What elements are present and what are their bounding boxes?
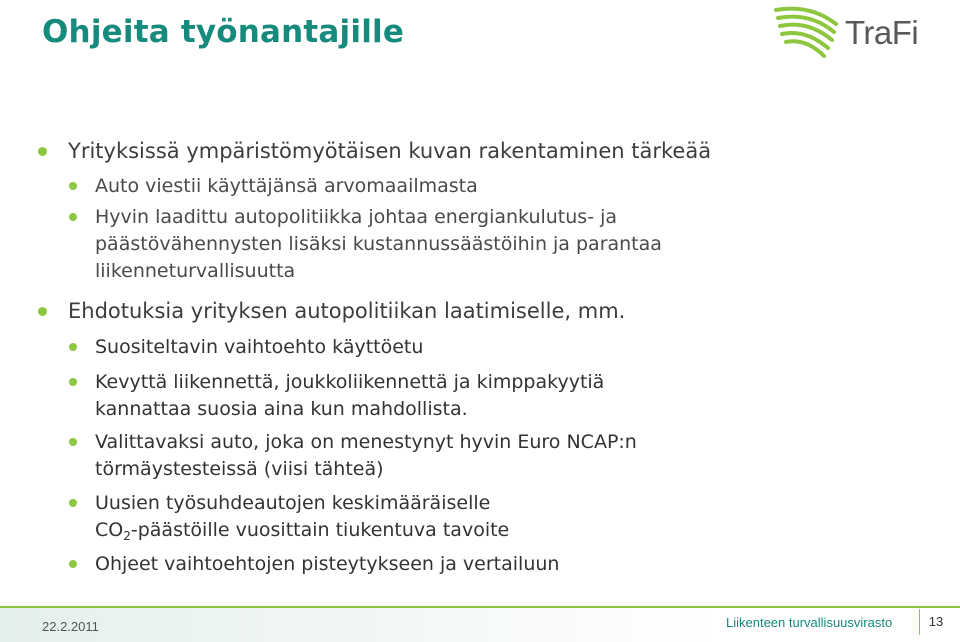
- co2-text: CO: [95, 519, 124, 541]
- co2-subscript: 2: [123, 529, 131, 543]
- logo-text: TraFi: [845, 14, 919, 51]
- bullet-level2: [95, 429, 637, 483]
- bullet-text: kannattaa suosia aina kun mahdollista.: [95, 398, 468, 420]
- footer-organization: Liikenteen turvallisuusvirasto: [726, 615, 893, 630]
- bullet-level1: [68, 298, 625, 325]
- bullet-dot-icon: [38, 307, 47, 316]
- bullet-text: törmäystesteissä (viisi tähteä): [95, 458, 384, 480]
- footer-divider: [0, 606, 960, 608]
- slide-title: Ohjeita työnantajille: [42, 14, 405, 50]
- bullet-text: Auto viestii käyttäjänsä arvomaailmasta: [95, 175, 478, 197]
- bullet-dot-icon: [69, 378, 77, 386]
- bullet-text: Ohjeet vaihtoehtojen pisteytykseen ja vertailuun: [95, 553, 560, 575]
- bullet-level2: [95, 490, 509, 550]
- bullet-level2: [95, 204, 662, 285]
- bullet-text: liikenneturvallisuutta: [95, 260, 296, 282]
- bullet-text: Hyvin laadittu autopolitiikka johtaa energiankulutus- ja: [95, 206, 618, 228]
- bullet-dot-icon: [69, 213, 77, 221]
- bullet-text-co2: [95, 517, 509, 550]
- bullet-dot-icon: [69, 499, 77, 507]
- bullet-dot-icon: [69, 438, 77, 446]
- bullet-level2: [95, 551, 559, 578]
- bullet-dot-icon: [69, 182, 77, 190]
- bullet-text: Suositeltavin vaihtoehto käyttöetu: [95, 336, 424, 358]
- bullet-text: Ehdotuksia yrityksen autopolitiikan laatimiselle, mm.: [68, 299, 626, 323]
- footer-date: 22.2.2011: [42, 619, 99, 634]
- bullet-level1: [68, 138, 711, 165]
- bullet-text: Uusien työsuhdeautojen keskimääräiselle: [95, 492, 491, 514]
- bullet-dot-icon: [69, 560, 77, 568]
- bullet-text: päästövähennysten lisäksi kustannussäästöihin ja parantaa: [95, 233, 662, 255]
- bullet-text: Valittavaksi auto, joka on menestynyt hyvin Euro NCAP:n: [95, 431, 637, 453]
- bullet-level2: [95, 173, 478, 200]
- bullet-level2: [95, 334, 423, 361]
- page-number: 13: [919, 609, 952, 635]
- bullet-text: Kevyttä liikennettä, joukkoliikennettä ja kimppakyytiä: [95, 371, 605, 393]
- co2-rest-text: -päästöille vuosittain tiukentuva tavoite: [130, 519, 510, 541]
- bullet-dot-icon: [69, 343, 77, 351]
- bullet-text: Yrityksissä ympäristömyötäisen kuvan rakentaminen tärkeää: [68, 139, 712, 163]
- bullet-dot-icon: [38, 147, 47, 156]
- bullet-level2: [95, 369, 604, 423]
